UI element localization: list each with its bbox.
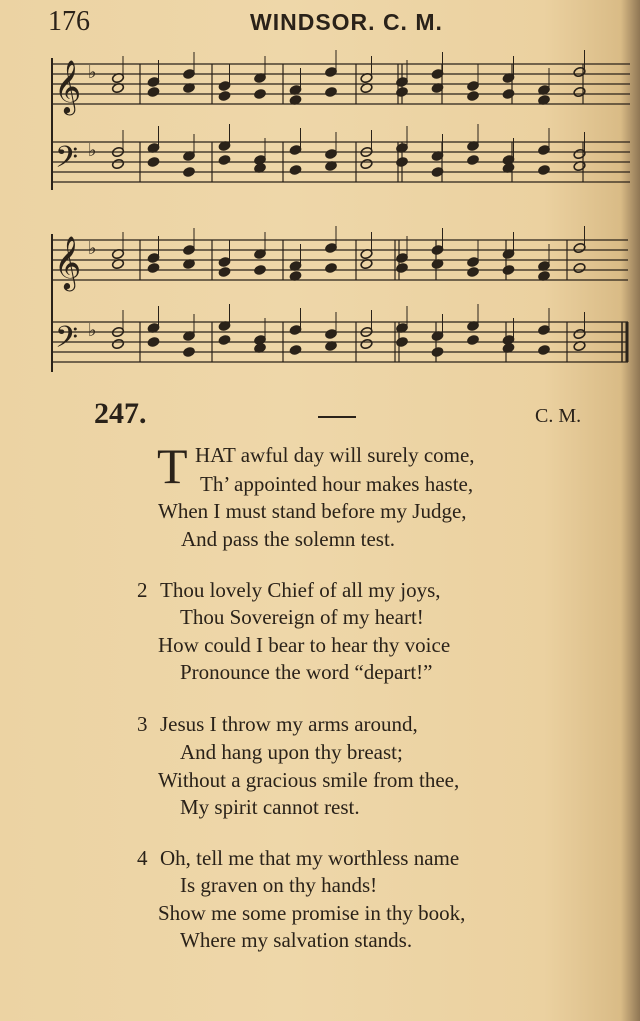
note-head [218, 266, 231, 277]
note-head [395, 262, 408, 273]
first-line-text: HAT awful day will surely come, [195, 443, 475, 467]
note-head [218, 90, 231, 101]
tune-title: WINDSOR. C. M. [250, 9, 443, 35]
verse-number: 4 [137, 846, 148, 870]
hymn-number: 247. [94, 397, 147, 430]
page-number: 176 [48, 6, 90, 37]
drop-cap: T [157, 438, 188, 494]
note-head [360, 158, 373, 169]
note-head [466, 266, 479, 277]
note-head [147, 156, 160, 167]
verse-line: And pass the solemn test. [181, 527, 396, 551]
note-head [324, 86, 337, 97]
note-head [111, 158, 124, 169]
note-head [324, 262, 337, 273]
note-head [431, 346, 444, 357]
note-head [537, 344, 550, 355]
verse-line: Is graven on thy hands! [180, 873, 378, 897]
flat-icon: ♭ [88, 140, 97, 161]
note-head [253, 88, 266, 99]
flat-icon: ♭ [88, 238, 97, 259]
flat-icon: ♭ [88, 62, 97, 83]
note-head [289, 344, 302, 355]
verse-line: Oh, tell me that my worthless name [160, 846, 460, 870]
note-head [218, 154, 231, 165]
verse-line: Pronounce the word “depart!” [180, 660, 433, 684]
note-head [573, 262, 586, 273]
music-score [0, 0, 640, 400]
note-head [395, 336, 408, 347]
note-head [182, 346, 195, 357]
note-head [253, 264, 266, 275]
note-head [502, 264, 515, 275]
verse-number: 3 [137, 712, 148, 736]
separator-dash [318, 416, 356, 418]
verse-line: Where my salvation stands. [180, 928, 413, 952]
verse-line: Show me some promise in thy book, [158, 901, 466, 925]
verse-line: My spirit cannot rest. [180, 795, 360, 819]
note-head [360, 338, 373, 349]
verse-line: Jesus I throw my arms around, [160, 712, 418, 736]
note-head [502, 88, 515, 99]
verse-line: Thou Sovereign of my heart! [180, 605, 424, 629]
note-head [147, 336, 160, 347]
note-head [466, 334, 479, 345]
note-head [466, 90, 479, 101]
note-head [537, 164, 550, 175]
verse-line: Th’ appointed hour makes haste, [200, 472, 474, 496]
bass-clef-icon: 𝄢 [55, 141, 79, 182]
note-head [147, 86, 160, 97]
treble-clef-icon: 𝄞 [54, 59, 82, 113]
note-head [111, 338, 124, 349]
note-head [218, 334, 231, 345]
note-head [147, 262, 160, 273]
note-head [466, 154, 479, 165]
verse-line: How could I bear to hear thy voice [158, 633, 451, 657]
verse-line: Thou lovely Chief of all my joys, [160, 578, 441, 602]
note-head [289, 164, 302, 175]
hymn-meter: C. M. [535, 405, 582, 427]
verse-line: And hang upon thy breast; [180, 740, 403, 764]
treble-clef-icon: 𝄞 [54, 235, 82, 289]
verse-line: Without a gracious smile from thee, [158, 768, 460, 792]
note-head [182, 166, 195, 177]
verse-line: When I must stand before my Judge, [158, 499, 467, 523]
flat-icon: ♭ [88, 320, 97, 341]
note-head [573, 86, 586, 97]
bass-clef-icon: 𝄢 [55, 321, 79, 362]
verse-number: 2 [137, 578, 148, 602]
